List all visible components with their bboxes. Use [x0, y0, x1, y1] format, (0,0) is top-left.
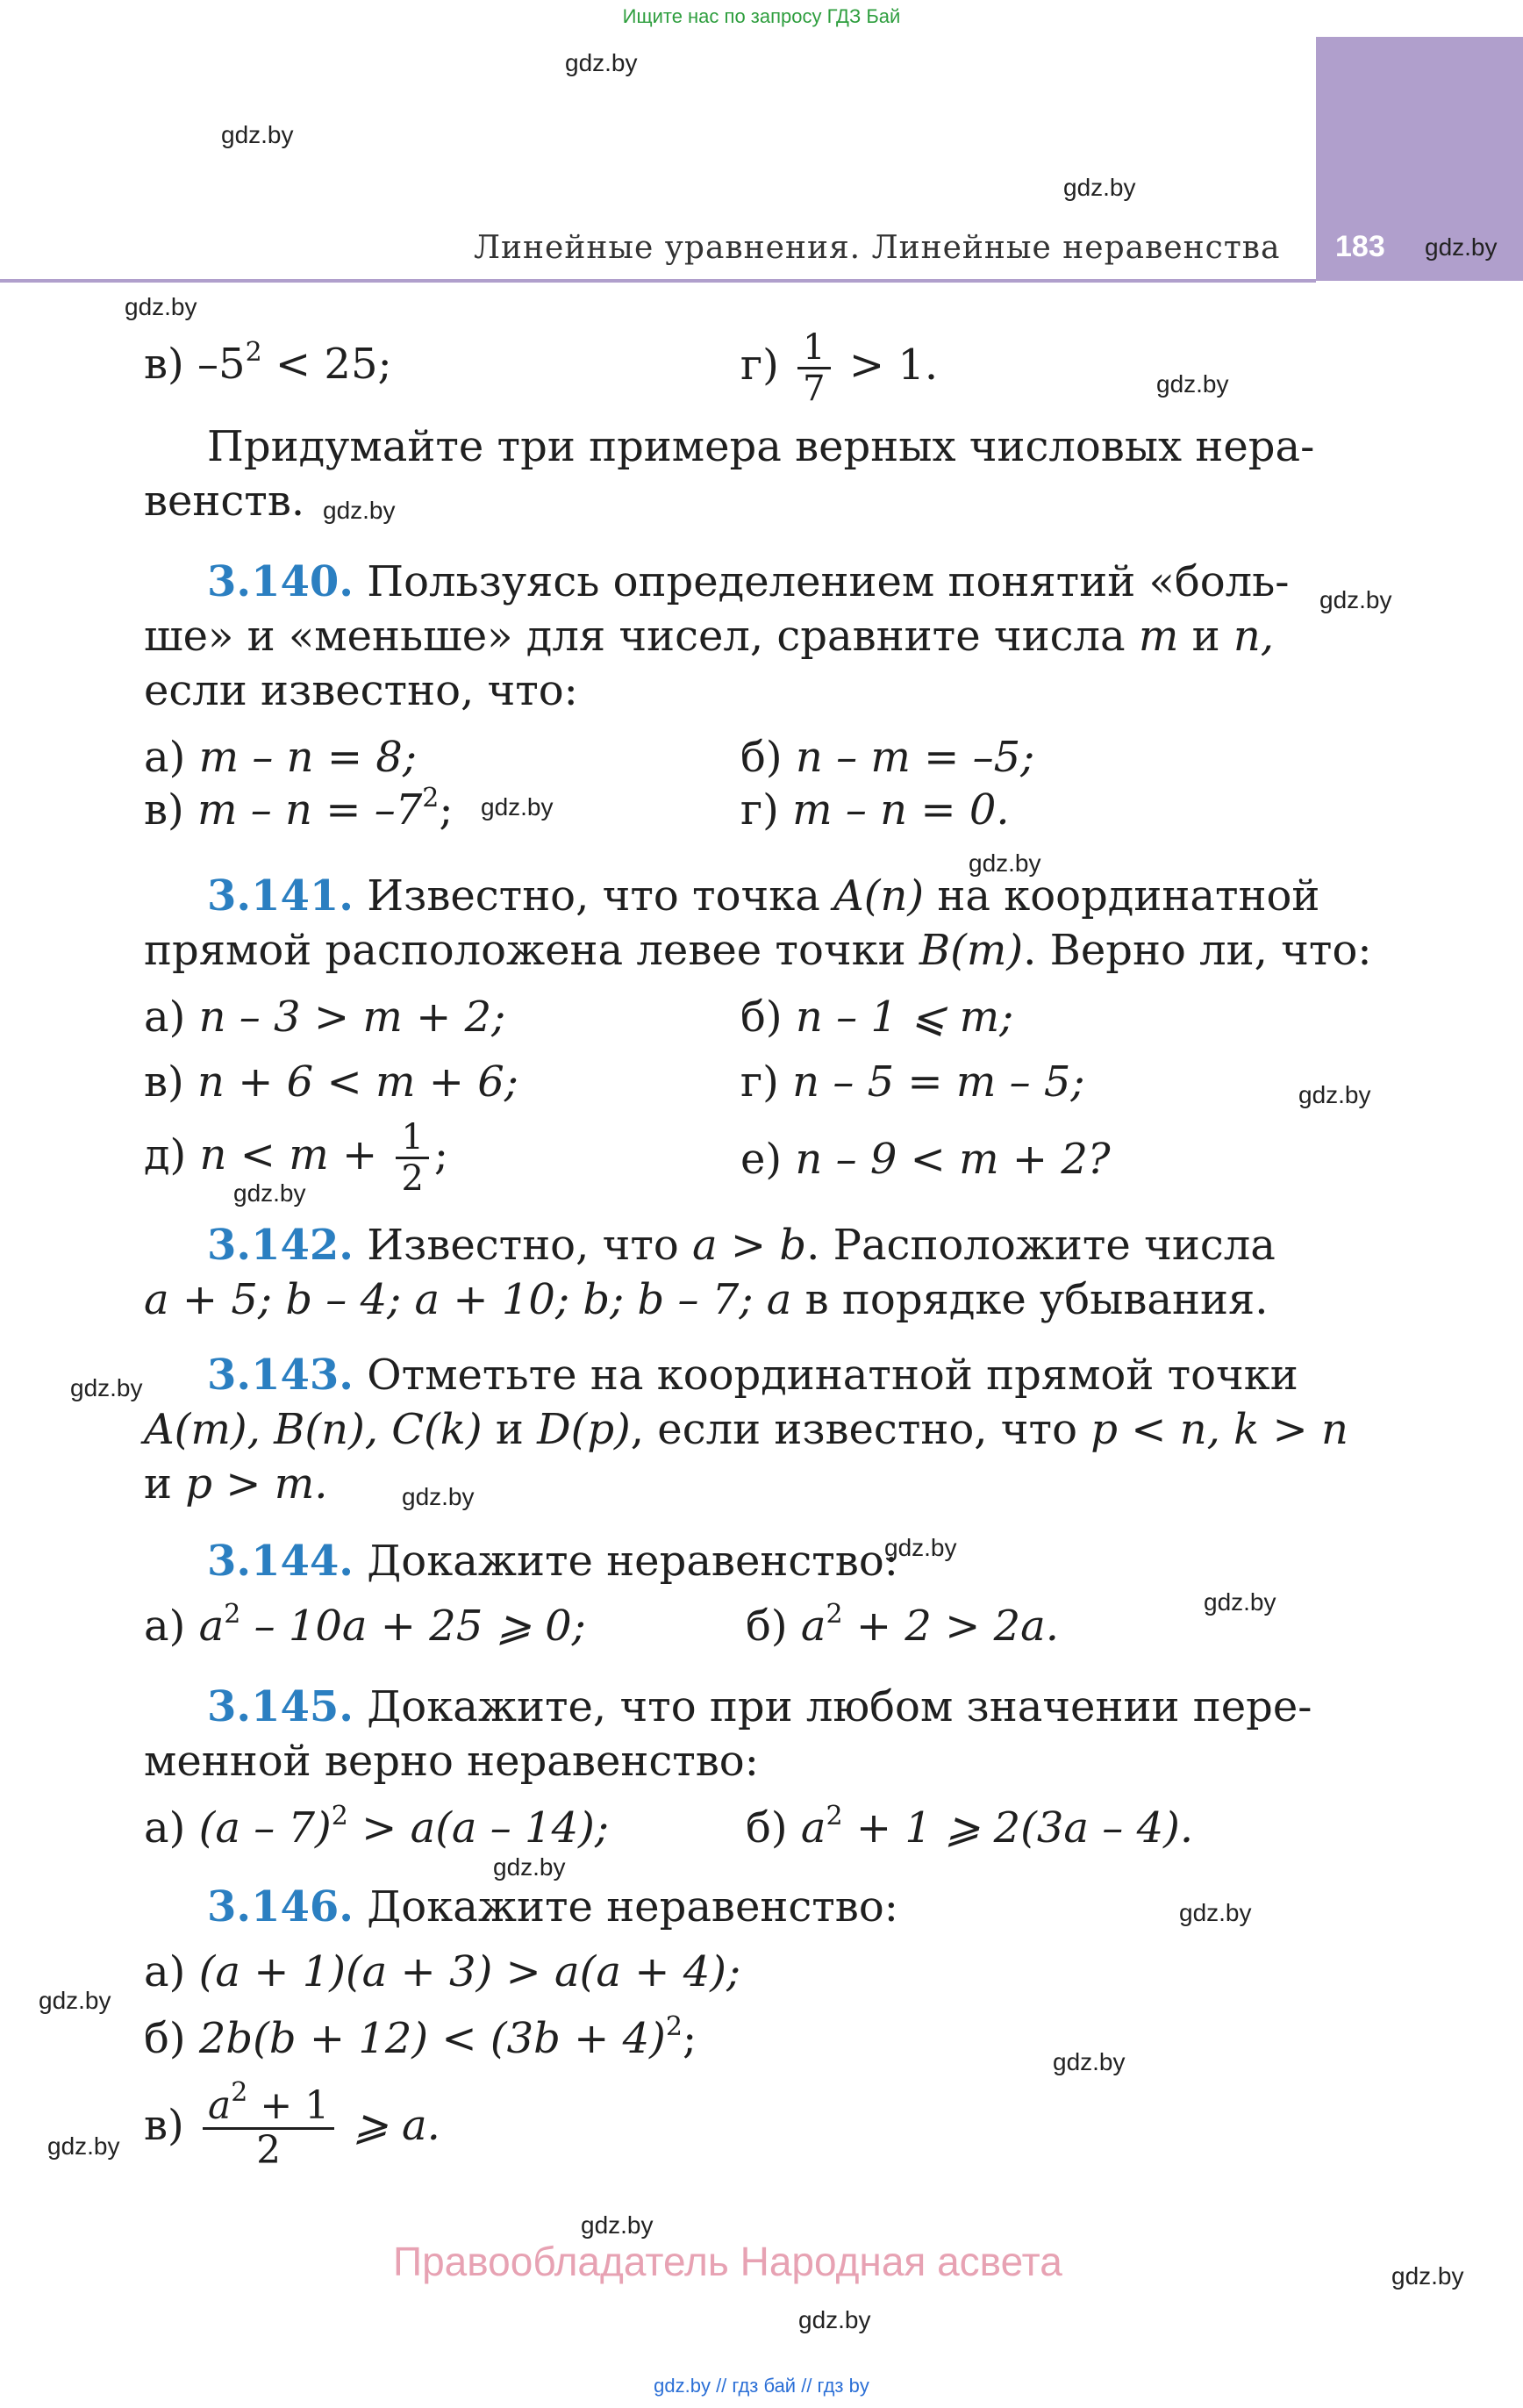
watermark: gdz.by [1298, 1081, 1371, 1108]
exercise-number: 3.140. [207, 557, 354, 606]
ex141-item-c: в) n + 6 < m + 6; [144, 1057, 518, 1107]
prev-item-d: г) $\frac{1}{7}$ > 1. [740, 327, 939, 409]
ex143-line2: A(m), B(n), C(k) и D(p), если известно, что p < n, k > n [144, 1405, 1348, 1454]
ex141-line1: 3.141. Известно, что точка A(n) на координатной [207, 871, 1320, 921]
ex140-item-a: а) m – n = 8; [144, 733, 417, 782]
watermark: gdz.by [1204, 1588, 1276, 1616]
ex141-line2: прямой расположена левее точки B(m). Верно ли, что: [144, 926, 1372, 975]
watermark: gdz.by [70, 1374, 143, 1401]
exercise-number: 3.144. [207, 1537, 354, 1586]
ex146-item-c: в) $\frac{a^2 + 1}{2}$ ⩾ a. [144, 2077, 440, 2173]
watermark: gdz.by [1425, 233, 1498, 261]
watermark: gdz.by [125, 293, 197, 320]
ex144-item-a: а) $a^2 - 10a + 25$ ⩾ 0; [144, 1599, 586, 1651]
exercise-number: 3.145. [207, 1682, 354, 1731]
watermark: gdz.by [39, 1987, 111, 2014]
fraction: $\frac{1}{7}$ [797, 328, 830, 408]
ex140-item-b: б) n – m = –5; [740, 733, 1035, 782]
watermark: gdz.by [1053, 2048, 1126, 2075]
fraction: $\frac{1}{2}$ [396, 1118, 428, 1198]
watermark: gdz.by [323, 497, 396, 524]
ex144-item-b: б) $a^2 + 2 > 2a$. [746, 1599, 1060, 1651]
ex146-item-b: б) $2b(b + 12) < (3b + 4)^2$; [144, 2011, 697, 2063]
watermark: gdz.by [798, 2306, 871, 2333]
watermark: gdz.by [1179, 1899, 1252, 1926]
copyright-holder: Правообладатель Народная асвета [393, 2239, 1062, 2284]
exercise-number: 3.143. [207, 1351, 354, 1400]
exercise-number: 3.141. [207, 871, 354, 921]
ex143-line3: и p > m. [144, 1459, 328, 1509]
watermark: gdz.by [47, 2132, 120, 2160]
ex145-item-b: б) $a^2 + 1$ ⩾ 2(3a – 4). [746, 1801, 1194, 1853]
ex140-item-d: г) m – n = 0. [740, 785, 1010, 835]
ex141-item-a: а) n – 3 > m + 2; [144, 993, 506, 1042]
watermark: gdz.by [1391, 2262, 1464, 2290]
watermark: gdz.by [565, 49, 638, 76]
prev-item-c: в) $-5^2 < 25$; [144, 337, 392, 389]
ex140-line3: если известно, что: [144, 666, 578, 715]
ex146-item-a: а) (a + 1)(a + 3) > a(a + 4); [144, 1947, 741, 1996]
ex142-line2: a + 5; b – 4; a + 10; b; b – 7; a в порядке убывания. [144, 1275, 1269, 1324]
watermark: gdz.by [402, 1483, 475, 1510]
prev-text-line1: Придумайте три примера верных числовых нера- [207, 422, 1315, 471]
exercise-number: 3.146. [207, 1882, 354, 1931]
ex142-line1: 3.142. Известно, что a > b. Расположите числа [207, 1221, 1276, 1270]
watermark: gdz.by [221, 121, 294, 148]
watermark: gdz.by [1319, 586, 1392, 613]
ex144-title: 3.144. Докажите неравенство: [207, 1537, 898, 1586]
ex140-line2: ше» и «меньше» для чисел, сравните числа m и n, [144, 612, 1275, 661]
bottom-links[interactable]: gdz.by // гдз бай // гдз by [654, 2375, 869, 2397]
watermark: gdz.by [233, 1179, 306, 1207]
page-number: 183 [1335, 230, 1385, 263]
header-rule [0, 279, 1316, 283]
ex141-item-d: г) n – 5 = m – 5; [740, 1057, 1085, 1107]
exercise-number: 3.142. [207, 1221, 354, 1270]
running-title: Линейные уравнения. Линейные неравенства [474, 230, 1281, 266]
watermark: gdz.by [969, 849, 1041, 877]
watermark: gdz.by [884, 1534, 957, 1561]
ex146-title: 3.146. Докажите неравенство: [207, 1882, 898, 1931]
ex145-item-a: а) (a – 7)$^2$ > a(a – 14); [144, 1801, 610, 1853]
top-banner: Ищите нас по запросу ГДЗ Бай [622, 5, 901, 27]
ex145-line2: менной верно неравенство: [144, 1737, 759, 1786]
ex141-item-e: д) n < m + $\frac{1}{2}$ ; [144, 1117, 449, 1199]
watermark: gdz.by [1156, 370, 1229, 398]
ex141-item-f: е) n – 9 < m + 2? [740, 1135, 1111, 1184]
fraction: $\frac{a^2 + 1}{2}$ [203, 2085, 334, 2172]
ex141-item-b: б) n – 1 ⩽ m; [740, 993, 1014, 1042]
watermark: gdz.by [581, 2211, 654, 2239]
ex140-item-c: в) $m - n = -7^2$; [144, 783, 454, 835]
ex143-line1: 3.143. Отметьте на координатной прямой точки [207, 1351, 1298, 1400]
watermark: gdz.by [481, 793, 554, 821]
ex145-line1: 3.145. Докажите, что при любом значении пере- [207, 1682, 1312, 1731]
ex140-line1: 3.140. Пользуясь определением понятий «боль- [207, 557, 1290, 606]
prev-text-line2: венств. [144, 477, 305, 526]
watermark: gdz.by [1063, 174, 1136, 201]
watermark: gdz.by [493, 1853, 566, 1881]
